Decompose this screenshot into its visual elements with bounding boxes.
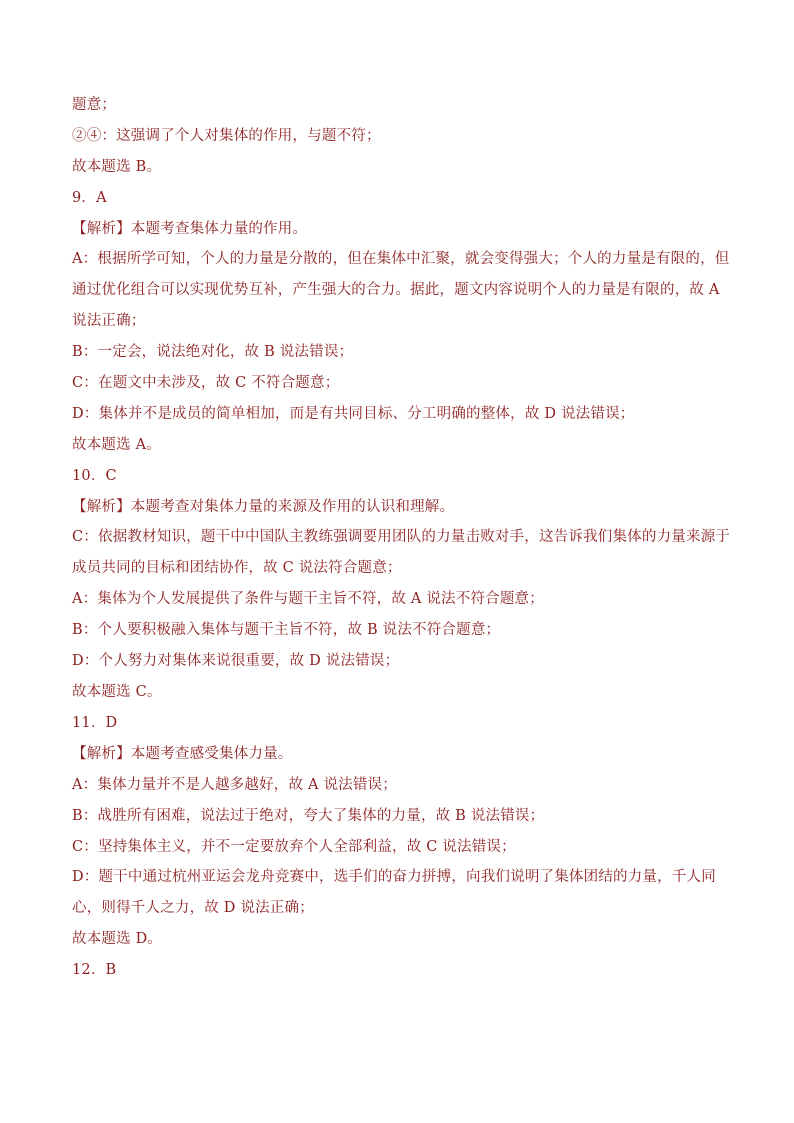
option-explanation: B：战胜所有困难，说法过于绝对，夸大了集体的力量，故 B 说法错误； xyxy=(72,808,545,824)
text-line: 故本题选 B。 xyxy=(72,159,162,175)
analysis-heading: 【解析】本题考查对集体力量的来源及作用的认识和理解。 xyxy=(72,499,455,515)
answer-conclusion: 故本题选 C。 xyxy=(72,684,162,700)
option-explanation: A：集体力量并不是人越多越好，故 A 说法错误； xyxy=(72,777,397,793)
question-number: 9．A xyxy=(72,190,107,206)
question-number: 11．D xyxy=(72,715,118,731)
answer-conclusion: 故本题选 D。 xyxy=(72,931,163,947)
option-explanation: A：根据所学可知，个人的力量是分散的，但在集体中汇聚，就会变得强大；个人的力量是有限的，但通过优化组合可以实现优势互补，产生强大的合力。据此，题文内容说明个人的力量是有限的，故 A 说法正确； xyxy=(72,251,730,329)
option-explanation: B：一定会，说法绝对化，故 B 说法错误； xyxy=(72,344,354,360)
option-explanation: A：集体为个人发展提供了条件与题干主旨不符，故 A 说法不符合题意； xyxy=(72,591,544,607)
option-explanation: C：依据教材知识，题干中中国队主教练强调要用团队的力量击败对手，这告诉我们集体的力量来源于成员共同的目标和团结协作，故 C 说法符合题意； xyxy=(72,529,731,576)
answer-conclusion: 故本题选 A。 xyxy=(72,437,161,453)
question-number: 10．C xyxy=(72,468,117,484)
question-number: 12．B xyxy=(72,962,117,978)
option-explanation: D：题干中通过杭州亚运会龙舟竞赛中，选手们的奋力拼搏，向我们说明了集体团结的力量，千人同心，则得千人之力，故 D 说法正确； xyxy=(72,869,716,916)
option-explanation: D：集体并不是成员的简单相加，而是有共同目标、分工明确的整体，故 D 说法错误； xyxy=(72,406,635,422)
text-line: ②④：这强调了个人对集体的作用，与题不符； xyxy=(72,128,381,144)
document-page xyxy=(72,95,732,991)
option-explanation: C：坚持集体主义，并不一定要放弃个人全部利益，故 C 说法错误； xyxy=(72,839,516,855)
analysis-heading: 【解析】本题考查集体力量的作用。 xyxy=(72,221,308,237)
option-explanation: B：个人要积极融入集体与题干主旨不符，故 B 说法不符合题意； xyxy=(72,622,501,638)
option-explanation: C：在题文中未涉及，故 C 不符合题意； xyxy=(72,375,340,391)
text-line: 题意； xyxy=(72,97,117,113)
option-explanation: D：个人努力对集体来说很重要，故 D 说法错误； xyxy=(72,653,400,669)
analysis-heading: 【解析】本题考查感受集体力量。 xyxy=(72,746,293,762)
